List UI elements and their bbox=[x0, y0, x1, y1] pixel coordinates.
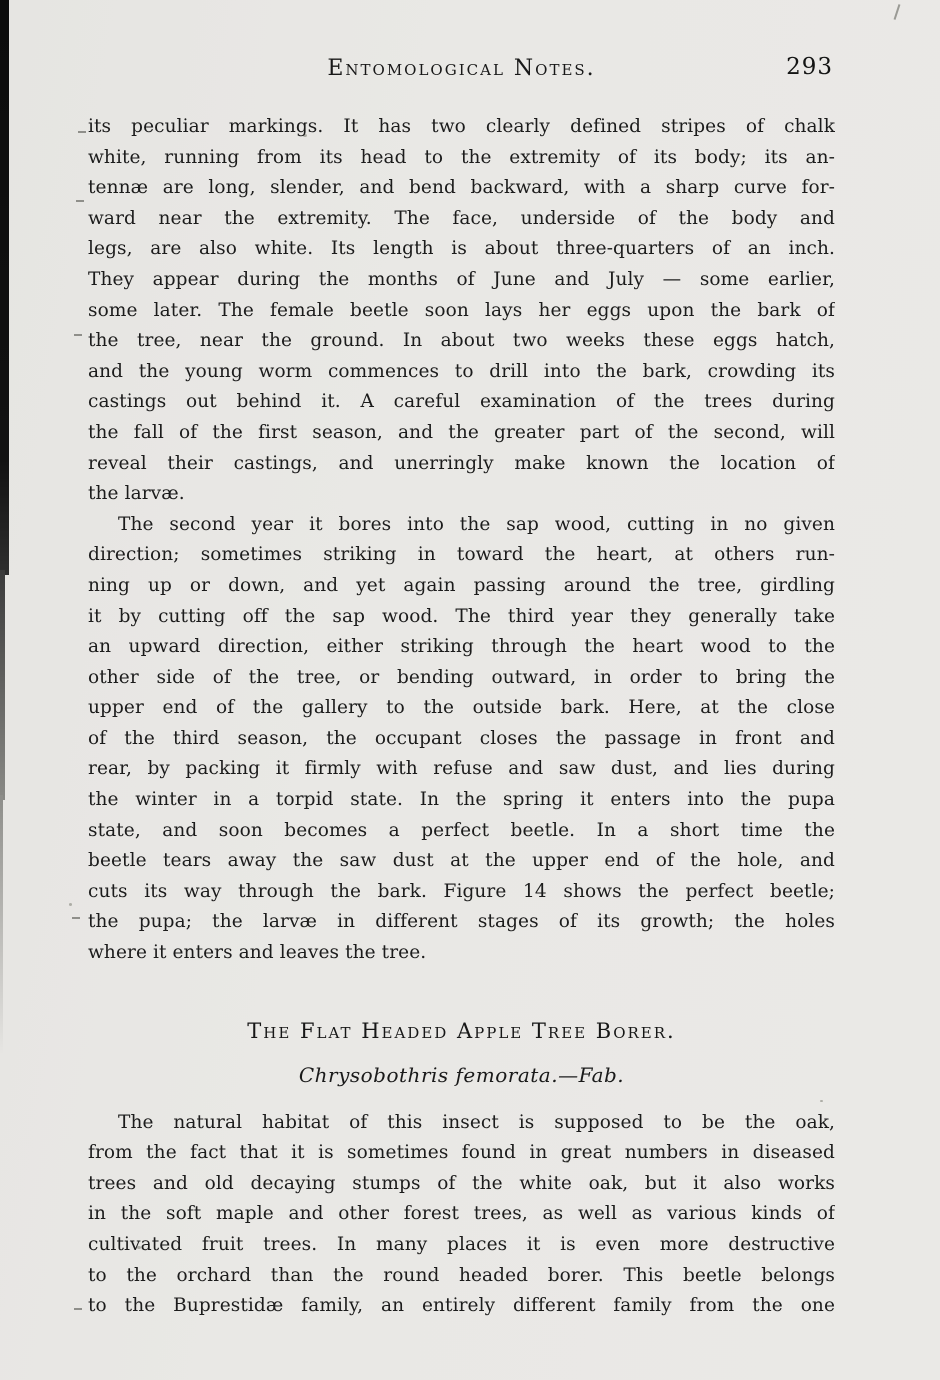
text-line: They appear during the months of June and July — some earlier, bbox=[88, 268, 835, 290]
text-line: its peculiar markings. It has two clearly defined stripes of chalk bbox=[88, 116, 835, 137]
scan-edge-band bbox=[0, 795, 3, 1055]
text-line: in the soft maple and other forest trees, as well as various kinds of bbox=[88, 1203, 835, 1225]
text-line: cultivated fruit trees. In many places it is even more destructive bbox=[88, 1234, 835, 1255]
text-line: The second year it bores into the sap wood, cutting in no given bbox=[118, 513, 835, 535]
text-line: it by cutting off the sap wood. The third year they generally take bbox=[88, 605, 835, 627]
text-line: from the fact that it is sometimes found in great numbers in diseased bbox=[88, 1142, 835, 1164]
text-line: the larvæ. bbox=[88, 483, 185, 505]
text-line: the tree, near the ground. In about two weeks these eggs hatch, bbox=[88, 330, 835, 352]
text-line: The natural habitat of this insect is supposed to be the oak, bbox=[118, 1111, 835, 1133]
text-line: beetle tears away the saw dust at the upper end of the hole, and bbox=[88, 850, 835, 872]
text-line: state, and soon becomes a perfect beetle. In a short time the bbox=[88, 819, 835, 841]
text-line: reveal their castings, and unerringly make known the location of bbox=[88, 452, 835, 474]
text-line: where it enters and leaves the tree. bbox=[88, 942, 427, 964]
scan-mark bbox=[74, 334, 82, 336]
text-line: rear, by packing it firmly with refuse and saw dust, and lies during bbox=[88, 758, 835, 780]
section-subtitle-species-name: Chrysobothris femorata.—Fab. bbox=[298, 1062, 625, 1087]
body-text bbox=[88, 112, 835, 1322]
text-line: the pupa; the larvæ in different stages of its growth; the holes bbox=[88, 911, 835, 933]
text-line: legs, are also white. Its length is about three-quarters of an inch. bbox=[88, 238, 835, 260]
text-line: other side of the tree, or bending outward, in order to bring the bbox=[88, 666, 835, 688]
scan-mark bbox=[74, 1308, 82, 1310]
text-line: trees and old decaying stumps of the white oak, but it also works bbox=[88, 1172, 835, 1194]
page-number: 293 bbox=[786, 54, 833, 80]
text-line: some later. The female beetle soon lays her eggs upon the bark of bbox=[88, 299, 835, 321]
text-line: the fall of the first season, and the greater part of the second, will bbox=[88, 421, 835, 443]
text-line: upper end of the gallery to the outside bark. Here, at the close bbox=[88, 697, 835, 719]
scan-mark bbox=[76, 200, 84, 202]
text-line: and the young worm commences to drill into the bark, crowding its bbox=[88, 360, 835, 382]
text-line: white, running from its head to the extremity of its body; its an- bbox=[88, 146, 835, 168]
scan-speckle bbox=[69, 903, 72, 906]
text-line: the winter in a torpid state. In the spring it enters into the pupa bbox=[88, 789, 835, 811]
running-head-title: Entomological Notes. bbox=[327, 56, 596, 81]
scan-mark bbox=[72, 917, 80, 919]
text-line: direction; sometimes striking in toward the heart, at others run- bbox=[88, 544, 835, 566]
scan-edge-band bbox=[0, 0, 9, 575]
section-heading: The Flat Headed Apple Tree Borer. bbox=[247, 1018, 676, 1043]
text-line: of the third season, the occupant closes the passage in front and bbox=[88, 727, 835, 749]
scan-mark bbox=[894, 4, 901, 20]
text-line: castings out behind it. A careful examination of the trees during bbox=[88, 391, 835, 413]
text-line: an upward direction, either striking through the heart wood to the bbox=[88, 636, 835, 658]
scan-edge-band bbox=[0, 570, 5, 800]
text-line: ward near the extremity. The face, underside of the body and bbox=[88, 207, 835, 229]
text-line: to the Buprestidæ family, an entirely different family from the one bbox=[88, 1295, 835, 1317]
text-line: to the orchard than the round headed borer. This beetle belongs bbox=[88, 1264, 835, 1286]
scan-mark bbox=[78, 131, 86, 133]
text-line: cuts its way through the bark. Figure 14 shows the perfect beetle; bbox=[88, 880, 835, 902]
text-line: tennæ are long, slender, and bend backward, with a sharp curve for- bbox=[88, 177, 835, 199]
running-head bbox=[88, 56, 835, 90]
text-line: ning up or down, and yet again passing around the tree, girdling bbox=[88, 574, 835, 596]
